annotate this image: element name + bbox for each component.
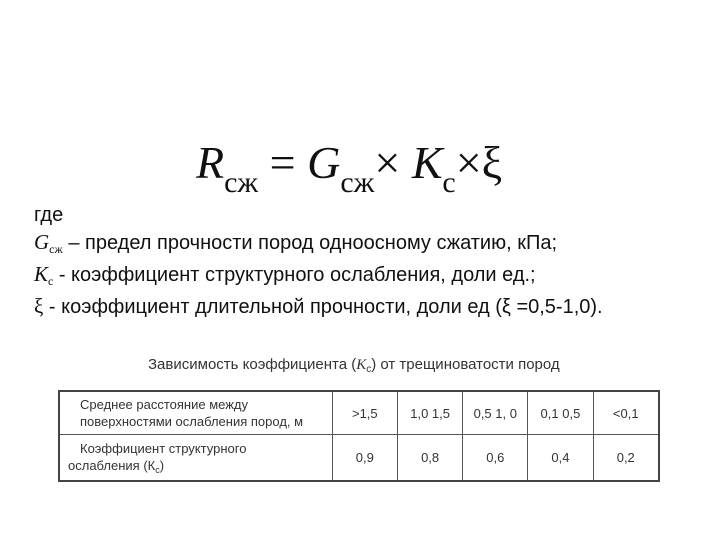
table-cell: 1,0 1,5: [398, 391, 463, 435]
table-cell: 0,1 0,5: [528, 391, 593, 435]
formula-g-sub: сж: [340, 166, 375, 199]
table-cell: 0,4: [528, 435, 593, 481]
table-cell: <0,1: [593, 391, 659, 435]
caption-suffix: ) от трещиноватости пород: [371, 356, 560, 373]
table-caption: [148, 356, 560, 374]
definition-text: – предел прочности пород одноосному сжатию, кПа;: [62, 232, 558, 254]
definition-symbol: К: [34, 262, 48, 286]
row-header-distance: [59, 391, 332, 435]
definition-k: [34, 260, 603, 292]
formula-r: R: [196, 137, 225, 188]
table-cell: 0,8: [398, 435, 463, 481]
coefficient-table: [58, 390, 660, 482]
where-label: где: [34, 204, 64, 226]
definition-symbol-sub: сж: [49, 242, 63, 256]
table-cell: >1,5: [332, 391, 397, 435]
caption-prefix: Зависимость коэффициента (: [148, 356, 357, 373]
row-header-line: [66, 457, 332, 476]
definition-xi: [34, 292, 603, 322]
row-header-close: ): [159, 457, 165, 473]
formula-k: К: [411, 137, 443, 188]
definition-symbol-sub: с: [47, 274, 54, 288]
row-header-coefficient: [59, 435, 332, 481]
table-cell: 0,2: [593, 435, 659, 481]
formula-k-sub: с: [442, 166, 456, 199]
definition-symbol: G: [34, 230, 50, 254]
table-cell: 0,5 1, 0: [463, 391, 528, 435]
row-header-text: ослабления (К: [68, 457, 156, 473]
table-row: [59, 391, 659, 435]
formula-times-2: ×: [455, 137, 482, 188]
definitions-list: [34, 228, 603, 322]
definition-text: - коэффициент структурного ослабления, доли ед.;: [53, 264, 536, 286]
row-header-line: Среднее расстояние между: [80, 397, 249, 413]
formula-xi: ξ: [481, 137, 503, 188]
table-cell: 0,9: [332, 435, 397, 481]
definition-text: - коэффициент длительной прочности, доли ед (ξ =0,5-1,0).: [43, 296, 603, 318]
formula: [196, 137, 503, 199]
row-header-sub: с: [155, 464, 160, 475]
formula-eq: =: [258, 137, 308, 188]
caption-symbol-sub: с: [366, 364, 372, 375]
formula-r-sub: сж: [224, 166, 259, 199]
formula-g: G: [307, 137, 341, 188]
table-cell: 0,6: [463, 435, 528, 481]
definition-g: [34, 228, 603, 260]
row-header-line: Коэффициент структурного: [80, 440, 247, 456]
row-header-line: поверхностями ослабления пород, м: [80, 414, 304, 430]
formula-times-1: ×: [374, 137, 412, 188]
caption-symbol: К: [356, 357, 367, 373]
table-row: [59, 435, 659, 481]
definition-symbol: ξ: [34, 294, 44, 318]
